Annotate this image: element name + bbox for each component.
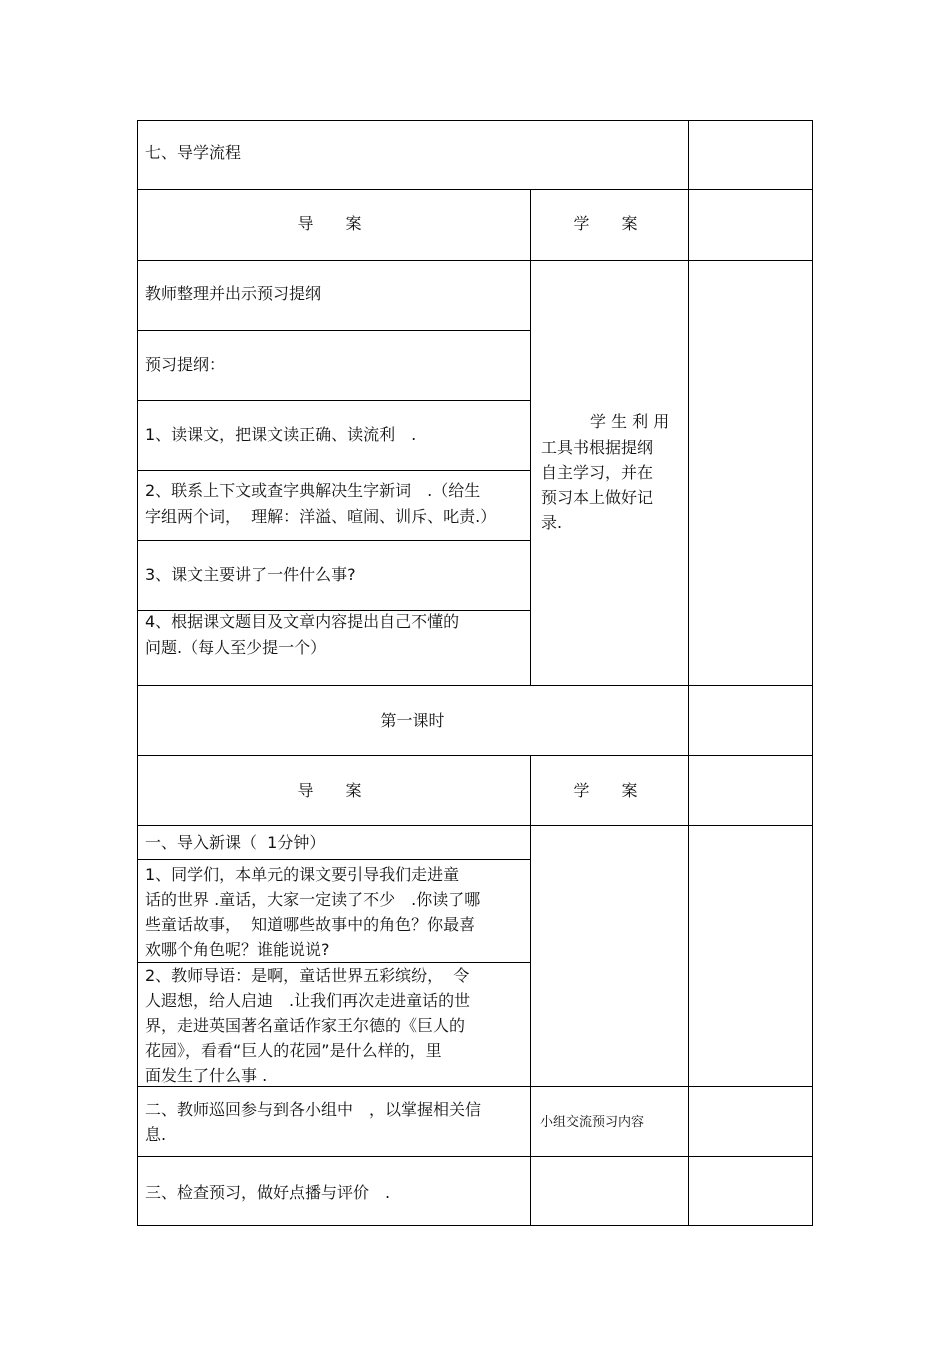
- intro-p2-line4: 花园》，看看“巨人的花园”是什么样的，里: [145, 1041, 442, 1060]
- learn-header-2: 学 案: [573, 781, 646, 800]
- intro-p2-line5: 面发生了什么事 .: [145, 1066, 268, 1085]
- learn-header: 学 案: [573, 214, 646, 233]
- intro-p1-line1: 1、同学们，本单元的课文要引导我们走进童: [145, 865, 460, 884]
- preview-outline-intro: 教师整理并出示预习提纲: [145, 284, 322, 303]
- intro-p1-line3: 些童话故事， 知道哪些故事中的角色？你最喜: [145, 915, 476, 934]
- preview-item-4-line1: 4、根据课文题目及文章内容提出自己不懂的: [145, 612, 460, 631]
- student-task-line1: 学 生 利 用: [590, 412, 670, 431]
- guide-header: 导 案: [297, 214, 370, 233]
- student-task-line3: 自主学习，并在: [541, 463, 654, 482]
- intro-p2-line2: 人遐想，给人启迪 .让我们再次走进童话的世: [145, 991, 471, 1010]
- lesson-plan-table: [137, 120, 813, 1226]
- preview-item-2-line1: 2、联系上下文或查字典解决生字新词 .（给生: [145, 481, 481, 500]
- intro-p2-line3: 界，走进英国著名童话作家王尔德的《巨人的: [145, 1016, 466, 1035]
- intro-p1-line4: 欢哪个角色呢？谁能说说?: [145, 940, 330, 959]
- student-task-line5: 录.: [541, 513, 563, 532]
- intro-p2-line1: 2、教师导语：是啊，童话世界五彩缤纷， 令: [145, 966, 470, 985]
- preview-item-2-line2: 字组两个词， 理解：洋溢、喧闹、训斥、叱责.）: [145, 507, 497, 526]
- group-exchange: 小组交流预习内容: [540, 1115, 645, 1130]
- preview-item-4-line2: 问题.（每人至少提一个）: [145, 638, 327, 657]
- preview-outline-title: 预习提纲：: [145, 355, 226, 374]
- preview-item-1: 1、读课文，把课文读正确、读流利 .: [145, 425, 417, 444]
- section-title: 七、导学流程: [145, 143, 242, 162]
- lesson-title: 第一课时: [380, 711, 445, 730]
- group-patrol-line2: 息.: [145, 1125, 167, 1144]
- preview-item-3: 3、课文主要讲了一件什么事?: [145, 565, 356, 584]
- intro-p1-line2: 话的世界 .童话，大家一定读了不少 .你读了哪: [145, 890, 481, 909]
- student-task-line4: 预习本上做好记: [541, 488, 654, 507]
- student-task-line2: 工具书根据提纲: [541, 438, 654, 457]
- guide-header-2: 导 案: [297, 781, 370, 800]
- group-patrol-line1: 二、教师巡回参与到各小组中 ，以掌握相关信: [145, 1100, 482, 1119]
- intro-title: 一、导入新课（ 1分钟）: [145, 833, 326, 852]
- check-preview: 三、检查预习，做好点播与评价 .: [145, 1183, 391, 1202]
